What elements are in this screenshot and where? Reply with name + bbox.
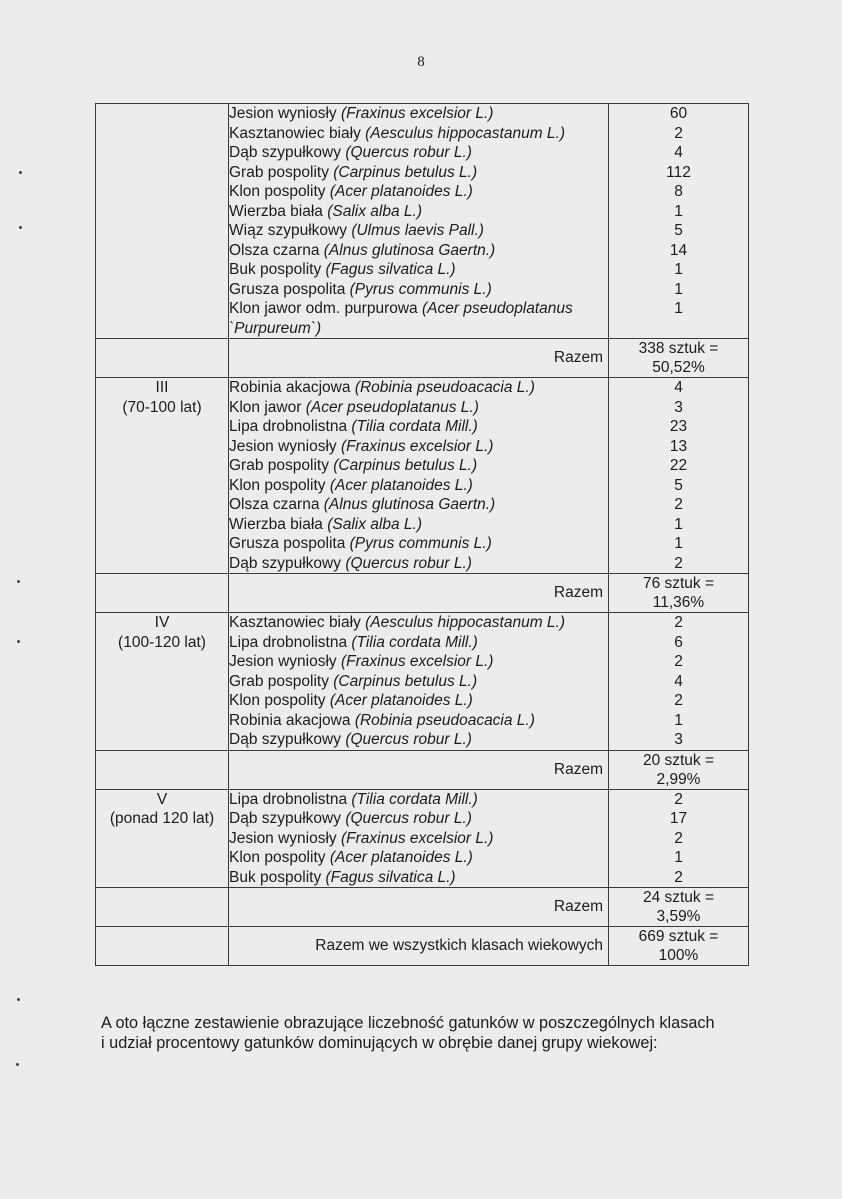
age-class-row <box>96 104 749 339</box>
species-common-name: Jesion wyniosły <box>229 829 337 847</box>
species-latin-name: (Carpinus betulus L.) <box>333 457 478 474</box>
species-count: 4 <box>674 672 683 690</box>
page-number: 8 <box>417 54 425 70</box>
species-common-name: Buk pospolity <box>229 868 322 886</box>
subtotal-row <box>96 888 749 927</box>
species-line <box>229 633 608 653</box>
age-class-cell <box>96 104 229 339</box>
subtotal-label: Razem <box>229 888 609 927</box>
species-line <box>229 378 608 398</box>
species-common-name: Klon pospolity <box>229 476 326 494</box>
species-count: 14 <box>669 241 688 259</box>
species-line <box>229 163 608 183</box>
subtotal-empty-cell <box>96 888 229 927</box>
species-line <box>229 790 608 810</box>
subtotal-row <box>96 339 749 378</box>
summary-line: A oto łączne zestawienie obrazujące liczebność gatunków w poszczególnych klasach <box>101 1014 715 1032</box>
scan-speck <box>16 1063 19 1066</box>
species-latin-name: (Robinia pseudoacacia L.) <box>354 711 535 729</box>
species-latin-name: (Fraxinus excelsior L.) <box>341 829 494 847</box>
species-common-name: Grab pospolity <box>229 672 329 690</box>
species-line <box>229 437 608 457</box>
species-line <box>229 299 608 338</box>
species-line <box>229 143 608 163</box>
species-latin-name: (Ulmus laevis Pall.) <box>351 222 484 239</box>
age-class-name: V <box>156 790 168 808</box>
species-count: 1 <box>674 515 683 533</box>
species-counts-cell <box>609 613 749 751</box>
species-count: 2 <box>674 496 683 513</box>
species-count: 1 <box>674 849 683 866</box>
species-line <box>229 398 608 418</box>
species-latin-name: (Tilia cordata Mill.) <box>351 790 478 808</box>
species-common-name: Dąb szypułkowy <box>229 144 341 161</box>
grand-total-empty-cell <box>96 927 229 966</box>
species-latin-name: (Pyrus communis L.) <box>349 280 492 298</box>
summary-line: i udział procentowy gatunków dominujących w obrębie danej grupy wiekowej: <box>101 1034 658 1052</box>
species-common-name: Klon pospolity <box>229 849 326 866</box>
species-line <box>229 652 608 672</box>
species-common-name: Dąb szypułkowy <box>229 810 341 827</box>
species-count: 4 <box>674 379 683 396</box>
species-count: 6 <box>674 633 683 651</box>
age-class-range: (ponad 120 lat) <box>109 810 215 827</box>
subtotal-row <box>96 574 749 613</box>
subtotal-value-cell <box>609 574 749 613</box>
species-latin-name: (Acer platanoides L.) <box>329 476 473 494</box>
species-common-name: Wierzba biała <box>229 515 323 533</box>
species-common-name: Jesion wyniosły <box>229 653 337 670</box>
species-count: 23 <box>669 418 688 435</box>
species-line <box>229 260 608 280</box>
species-line <box>229 534 608 554</box>
scan-speck <box>19 171 22 174</box>
species-common-name: Wiąz szypułkowy <box>229 222 347 239</box>
age-class-name: IV <box>154 614 170 631</box>
species-common-name: Dąb szypułkowy <box>229 554 341 572</box>
species-common-name: Wierzba biała <box>229 202 323 220</box>
species-latin-name: (Fraxinus excelsior L.) <box>341 653 494 670</box>
subtotal-row <box>96 750 749 789</box>
scan-speck <box>19 226 22 229</box>
species-line <box>229 829 608 849</box>
species-latin-name: (Carpinus betulus L.) <box>333 672 478 690</box>
species-latin-name: (Acer platanoides L.) <box>329 692 473 709</box>
species-common-name: Lipa drobnolistna <box>229 633 348 651</box>
species-common-name: Klon jawor <box>229 398 302 416</box>
species-line <box>229 417 608 437</box>
subtotal-count: 20 sztuk = <box>642 751 715 769</box>
species-line <box>229 868 608 888</box>
species-latin-name: (Aesculus hippocastanum L.) <box>365 124 566 142</box>
species-common-name: Grusza pospolita <box>229 280 350 298</box>
age-class-row <box>96 789 749 888</box>
species-common-name: Olsza czarna <box>229 241 320 259</box>
species-count: 1 <box>674 711 683 729</box>
species-line <box>229 476 608 496</box>
species-count: 1 <box>674 261 683 278</box>
species-line <box>229 613 608 633</box>
species-count: 2 <box>674 653 683 670</box>
species-count: 2 <box>674 868 683 886</box>
subtotal-value-cell <box>609 888 749 927</box>
species-count: 4 <box>674 144 683 161</box>
subtotal-percent: 3,59% <box>656 908 701 925</box>
species-common-name: Lipa drobnolistna <box>229 418 348 435</box>
species-line <box>229 241 608 261</box>
species-line <box>229 495 608 515</box>
species-line <box>229 730 608 750</box>
species-names-cell <box>229 789 609 888</box>
species-latin-name: (Fraxinus excelsior L.) <box>341 437 494 455</box>
scan-speck <box>17 580 20 583</box>
species-common-name: Robinia akacjowa <box>229 379 351 396</box>
grand-total-value-cell <box>609 927 749 966</box>
species-count: 8 <box>674 183 683 200</box>
species-latin-name: (Aesculus hippocastanum L.) <box>365 614 566 631</box>
species-latin-name: (Tilia cordata Mill.) <box>351 633 478 651</box>
species-common-name: Grab pospolity <box>229 163 329 181</box>
age-class-range: (100-120 lat) <box>118 633 206 651</box>
species-common-name: Jesion wyniosły <box>229 105 337 122</box>
species-line <box>229 456 608 476</box>
species-latin-name: (Quercus robur L.) <box>345 810 472 827</box>
subtotal-percent: 50,52% <box>652 359 705 376</box>
species-common-name: Kasztanowiec biały <box>229 614 361 631</box>
species-names-cell <box>229 613 609 751</box>
species-latin-name: (Robinia pseudoacacia L.) <box>354 379 535 396</box>
species-count: 2 <box>674 614 683 631</box>
species-counts-cell <box>609 789 749 888</box>
species-common-name: Grab pospolity <box>229 457 329 474</box>
grand-total-label: Razem we wszystkich klasach wiekowych <box>229 927 609 966</box>
species-count: 5 <box>674 222 683 239</box>
species-common-name: Olsza czarna <box>229 496 320 513</box>
species-latin-name: (Salix alba L.) <box>327 515 422 533</box>
species-counts-cell <box>609 104 749 339</box>
species-line <box>229 711 608 731</box>
species-common-name: Klon jawor odm. purpurowa <box>229 300 418 317</box>
species-count: 60 <box>669 105 688 122</box>
species-line <box>229 221 608 241</box>
species-latin-name: (Fraxinus excelsior L.) <box>341 105 494 122</box>
age-class-row <box>96 378 749 574</box>
species-common-name: Klon pospolity <box>229 183 326 200</box>
species-table <box>95 103 749 966</box>
species-count: 1 <box>674 280 683 298</box>
species-common-name: Jesion wyniosły <box>229 437 337 455</box>
subtotal-count: 24 sztuk = <box>642 889 715 906</box>
age-class-cell <box>96 789 229 888</box>
species-count: 22 <box>669 457 688 474</box>
species-common-name: Klon pospolity <box>229 692 326 709</box>
species-count: 2 <box>674 692 683 709</box>
subtotal-empty-cell <box>96 574 229 613</box>
species-count: 3 <box>674 398 683 416</box>
age-class-row <box>96 613 749 751</box>
species-count: 1 <box>674 300 683 317</box>
species-latin-name: (Quercus robur L.) <box>345 731 472 748</box>
species-line <box>229 848 608 868</box>
species-count: 13 <box>669 437 688 455</box>
species-common-name: Lipa drobnolistna <box>229 790 348 808</box>
species-line <box>229 280 608 300</box>
species-common-name: Kasztanowiec biały <box>229 124 361 142</box>
scan-speck <box>17 998 20 1001</box>
subtotal-percent: 2,99% <box>656 770 701 788</box>
species-common-name: Robinia akacjowa <box>229 711 351 729</box>
subtotal-percent: 11,36% <box>652 594 705 611</box>
species-count: 5 <box>674 476 683 494</box>
subtotal-value-cell <box>609 750 749 789</box>
subtotal-value-cell <box>609 339 749 378</box>
species-latin-name: (Fagus silvatica L.) <box>325 261 456 278</box>
species-latin-name: (Alnus glutinosa Gaertn.) <box>323 241 496 259</box>
grand-total-count: 669 sztuk = <box>638 928 719 945</box>
subtotal-count: 338 sztuk = <box>638 340 719 357</box>
species-count: 2 <box>674 829 683 847</box>
species-counts-cell <box>609 378 749 574</box>
species-count: 3 <box>674 731 683 748</box>
species-count: 17 <box>669 810 688 827</box>
species-line <box>229 124 608 144</box>
species-line <box>229 691 608 711</box>
age-class-cell <box>96 378 229 574</box>
species-line <box>229 672 608 692</box>
subtotal-label: Razem <box>229 339 609 378</box>
species-count: 2 <box>674 554 683 572</box>
species-line <box>229 809 608 829</box>
species-count: 112 <box>666 163 691 181</box>
species-latin-name: (Quercus robur L.) <box>345 144 472 161</box>
subtotal-label: Razem <box>229 750 609 789</box>
species-line <box>229 515 608 535</box>
species-count: 1 <box>674 202 683 220</box>
subtotal-empty-cell <box>96 339 229 378</box>
species-latin-name: (Salix alba L.) <box>327 202 422 220</box>
species-names-cell <box>229 104 609 339</box>
species-common-name: Grusza pospolita <box>229 535 350 552</box>
species-latin-name: (Acer pseudoplatanus `Purpureum`) <box>229 300 573 337</box>
subtotal-label: Razem <box>229 574 609 613</box>
species-common-name: Dąb szypułkowy <box>229 731 341 748</box>
species-count: 2 <box>674 124 683 142</box>
species-latin-name: (Carpinus betulus L.) <box>333 163 478 181</box>
subtotal-empty-cell <box>96 750 229 789</box>
species-latin-name: (Tilia cordata Mill.) <box>351 418 478 435</box>
species-count: 2 <box>674 790 683 808</box>
species-names-cell <box>229 378 609 574</box>
species-line <box>229 104 608 124</box>
species-line <box>229 202 608 222</box>
species-line <box>229 554 608 574</box>
age-class-name: III <box>155 379 169 396</box>
species-latin-name: (Acer platanoides L.) <box>329 849 473 866</box>
species-latin-name: (Pyrus communis L.) <box>349 535 492 552</box>
summary-paragraph <box>101 1013 761 1053</box>
species-latin-name: (Acer platanoides L.) <box>329 183 473 200</box>
species-latin-name: (Alnus glutinosa Gaertn.) <box>323 496 496 513</box>
species-latin-name: (Fagus silvatica L.) <box>325 868 456 886</box>
subtotal-count: 76 sztuk = <box>642 575 715 592</box>
grand-total-percent: 100% <box>658 947 699 964</box>
species-latin-name: (Quercus robur L.) <box>345 554 472 572</box>
age-class-cell <box>96 613 229 751</box>
species-line <box>229 182 608 202</box>
grand-total-row <box>96 927 749 966</box>
species-latin-name: (Acer pseudoplatanus L.) <box>305 398 479 416</box>
age-class-range: (70-100 lat) <box>122 398 202 416</box>
scan-speck <box>17 640 20 643</box>
species-count: 1 <box>674 535 683 552</box>
species-common-name: Buk pospolity <box>229 261 322 278</box>
